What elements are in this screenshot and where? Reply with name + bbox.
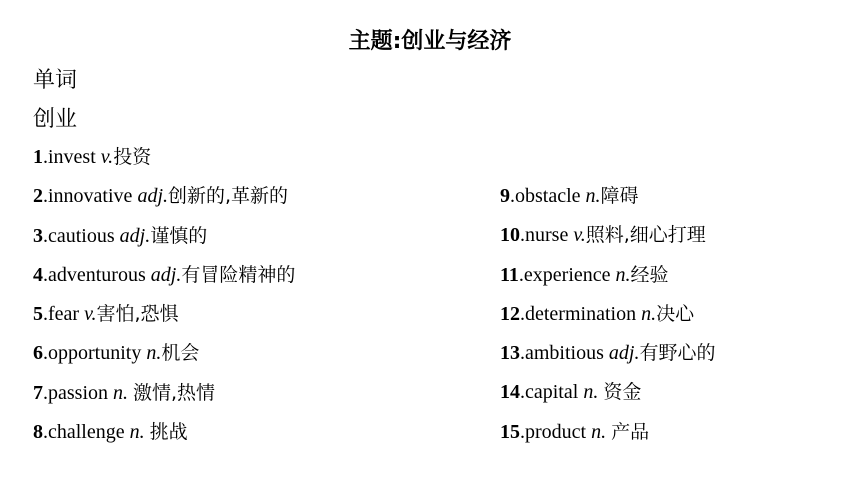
item-meaning: 创新的,革新的 (168, 185, 289, 208)
item-meaning: 照料,细心打理 (585, 224, 706, 247)
item-meaning: 有冒险精神的 (181, 263, 296, 286)
item-word: .product (520, 420, 592, 443)
item-meaning: 有野心的 (639, 342, 716, 365)
vocab-item (500, 218, 715, 257)
item-meaning: 谨慎的 (150, 224, 208, 247)
item-pos: n. (129, 421, 150, 444)
item-meaning: 激情,热情 (133, 381, 216, 404)
item-pos: n. (585, 185, 601, 207)
vocab-item (500, 258, 715, 297)
item-pos: adj. (150, 263, 182, 286)
vocab-item (33, 376, 295, 415)
vocab-item (500, 415, 715, 454)
item-word: .experience (518, 263, 616, 286)
vocab-item (33, 219, 295, 258)
vocab-item (33, 415, 295, 454)
vocab-item (500, 336, 715, 375)
item-number: 15 (500, 420, 520, 443)
vocab-item (500, 297, 715, 336)
item-meaning: 决心 (656, 302, 695, 325)
item-word: .innovative (43, 185, 138, 208)
vocab-item (33, 297, 295, 336)
item-word: .invest (43, 146, 101, 168)
vocab-item (33, 140, 295, 179)
vocab-list-left (33, 140, 295, 454)
item-meaning: 资金 (603, 381, 642, 404)
item-meaning: 机会 (161, 342, 200, 365)
item-pos: adj. (119, 224, 151, 247)
item-meaning: 挑战 (149, 421, 188, 444)
item-word: .adventurous (43, 263, 151, 286)
item-word: .nurse (520, 224, 574, 247)
vocab-item (33, 336, 295, 375)
item-pos: v. (84, 303, 97, 326)
item-pos: n. (146, 342, 162, 365)
item-pos: n. (113, 381, 133, 404)
vocab-item (33, 258, 295, 297)
item-number: 9 (500, 185, 510, 207)
item-number: 12 (500, 302, 520, 325)
subsection-heading: 创业 (33, 107, 78, 132)
item-number: 2 (33, 185, 43, 208)
item-pos: adj. (608, 342, 640, 365)
item-word: .challenge (43, 421, 130, 444)
item-word: .fear (43, 303, 85, 326)
item-word: .cautious (43, 224, 120, 247)
item-number: 11 (500, 263, 519, 286)
item-number: 6 (33, 342, 43, 365)
item-number: 7 (33, 381, 43, 404)
item-number: 1 (33, 146, 43, 168)
item-word: .opportunity (43, 342, 147, 365)
item-number: 13 (500, 342, 520, 365)
item-pos: v. (573, 224, 586, 247)
vocab-item (33, 179, 295, 218)
page-title: 主题:创业与经济 (348, 29, 512, 54)
section-heading: 单词 (33, 68, 78, 93)
item-pos: v. (100, 146, 114, 168)
item-word: .obstacle (510, 185, 586, 207)
item-number: 3 (33, 224, 43, 247)
item-pos: adj. (137, 185, 168, 208)
item-number: 8 (33, 421, 43, 444)
item-number: 10 (500, 224, 520, 247)
item-meaning: 害怕,恐惧 (96, 303, 179, 326)
item-meaning: 经验 (630, 263, 669, 286)
item-number: 5 (33, 303, 43, 326)
item-word: .ambitious (520, 342, 609, 365)
item-pos: n. (641, 302, 657, 325)
item-word: .capital (520, 381, 584, 404)
vocab-item (500, 179, 715, 218)
item-meaning: 障碍 (600, 185, 639, 207)
item-number: 14 (500, 381, 520, 404)
item-meaning: 投资 (113, 146, 152, 168)
item-pos: n. (615, 263, 631, 286)
item-word: .passion (43, 381, 113, 404)
item-number: 4 (33, 263, 43, 286)
item-pos: n. (583, 381, 604, 404)
vocab-list-right (500, 179, 715, 454)
item-word: .determination (520, 302, 642, 325)
item-pos: n. (591, 420, 612, 443)
item-meaning: 产品 (611, 420, 650, 443)
vocab-item (500, 375, 715, 414)
